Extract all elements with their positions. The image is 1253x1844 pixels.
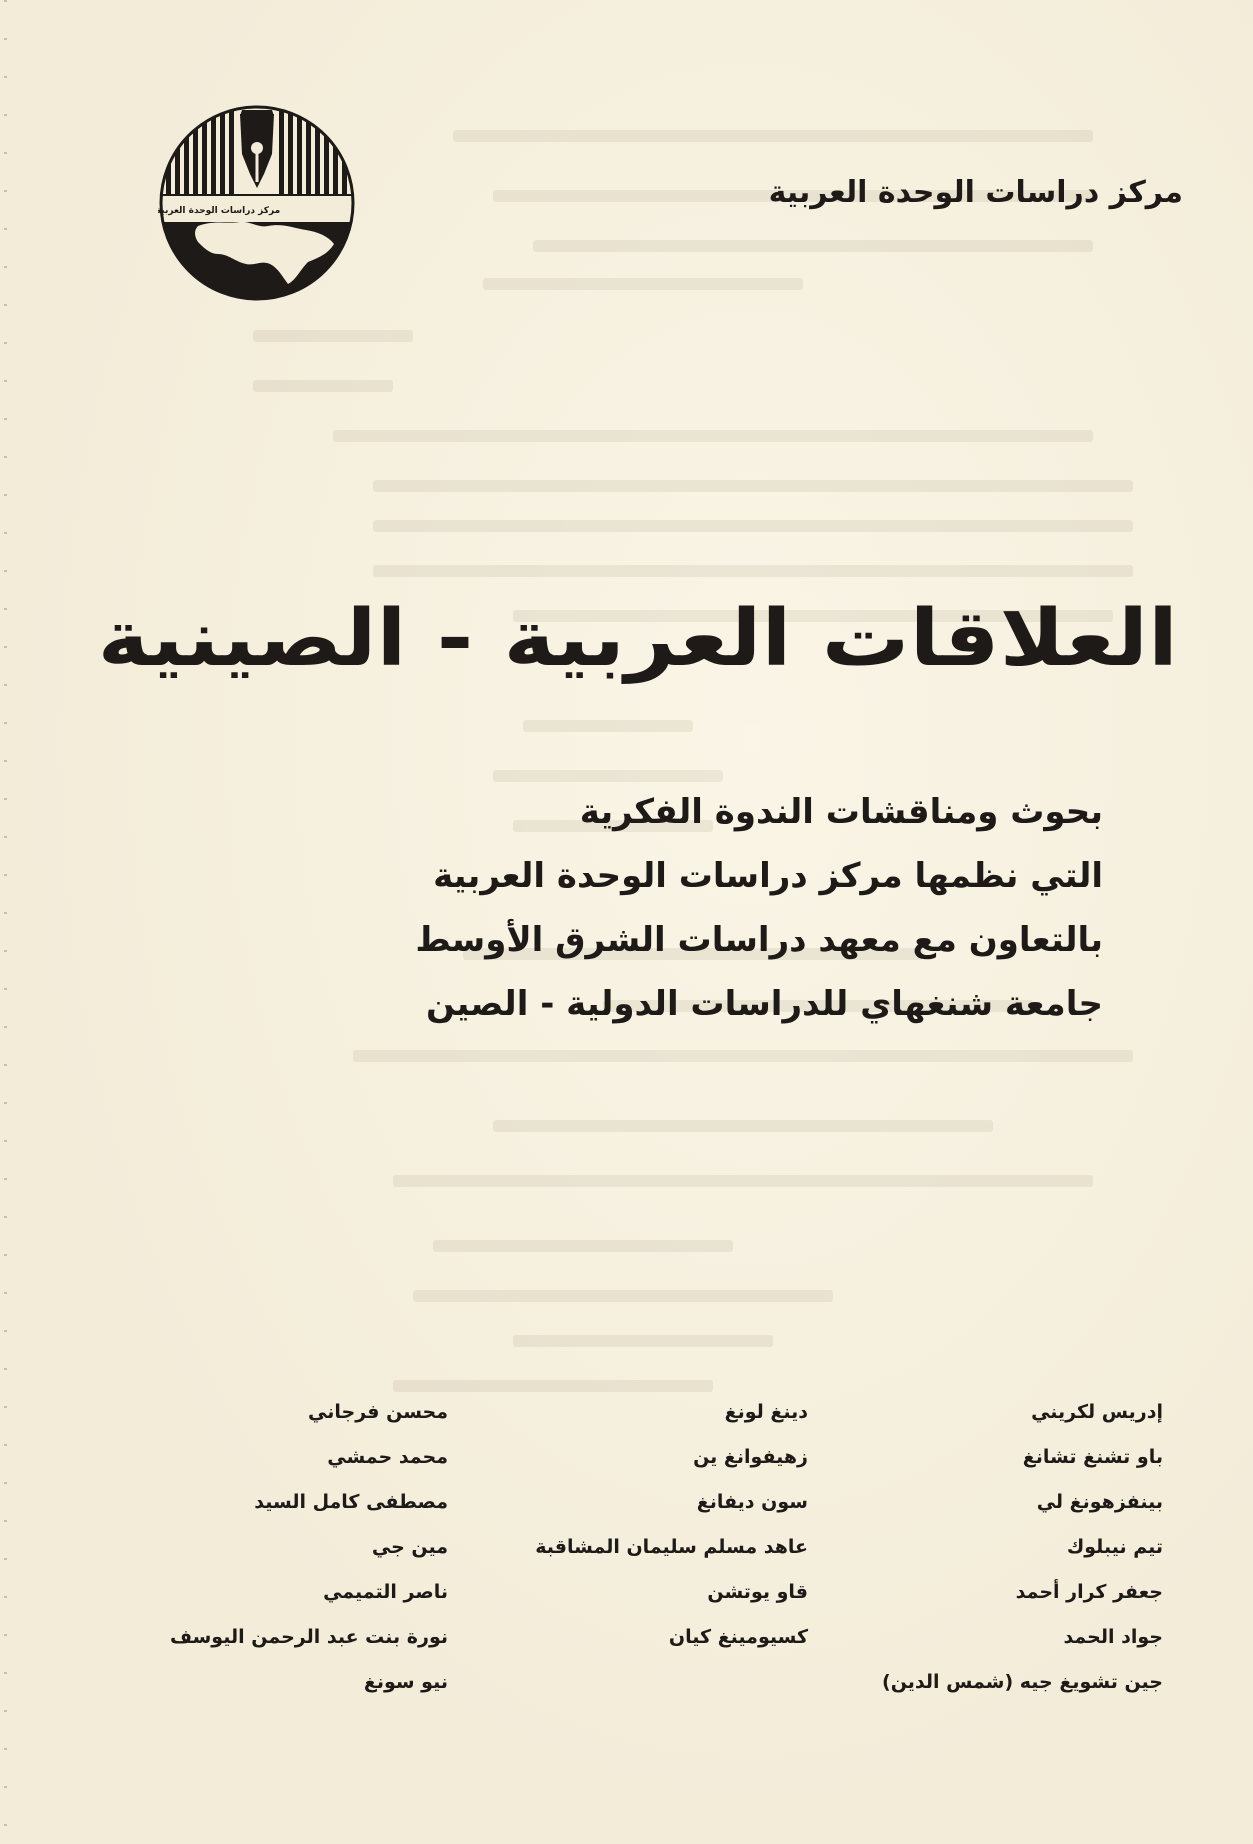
publisher-logo	[158, 104, 356, 302]
book-title: العلاقات العربية - الصينية	[97, 594, 1179, 684]
logo-emblem-icon	[158, 104, 356, 302]
contributors-middle-column	[498, 1390, 808, 1660]
contributor-name: قاو يوتشن	[707, 1581, 808, 1603]
contributor-name: نيو سونغ	[363, 1671, 448, 1693]
contributor-name: زهيفوانغ ين	[693, 1446, 808, 1468]
contributors-right-column	[853, 1390, 1163, 1705]
book-subtitle	[203, 780, 1103, 1036]
contributor-name: بينفزهونغ لي	[1036, 1491, 1163, 1513]
contributor-name: محسن فرجاني	[308, 1401, 448, 1423]
contributor-name: عاهد مسلم سليمان المشاقبة	[535, 1536, 808, 1558]
subtitle-line: بحوث ومناقشات الندوة الفكرية	[579, 792, 1103, 832]
contributor-name: جين تشويغ جيه (شمس الدين)	[882, 1671, 1163, 1693]
contributor-name: إدريس لكريني	[1031, 1401, 1163, 1423]
contributor-name: سون ديفانغ	[696, 1491, 808, 1513]
contributor-name: مصطفى كامل السيد	[254, 1491, 448, 1513]
contributor-name: باو تشنغ تشانغ	[1022, 1446, 1163, 1468]
contributor-name: ناصر التميمي	[323, 1581, 448, 1603]
contributor-name: نورة بنت عبد الرحمن اليوسف	[170, 1626, 448, 1648]
subtitle-line: بالتعاون مع معهد دراسات الشرق الأوسط	[415, 920, 1103, 960]
contributor-name: محمد حمشي	[327, 1446, 448, 1468]
contributor-name: كسيومينغ كيان	[668, 1626, 808, 1648]
contributor-name: جواد الحمد	[1063, 1626, 1163, 1648]
contributor-name: دينغ لونغ	[724, 1401, 808, 1423]
logo-caption: مركز دراسات الوحدة العربية	[158, 206, 281, 216]
subtitle-line: التي نظمها مركز دراسات الوحدة العربية	[433, 856, 1103, 896]
publisher-name: مركز دراسات الوحدة العربية	[768, 175, 1183, 210]
contributors-left-column	[138, 1390, 448, 1705]
page-edge-marks	[4, 0, 7, 1844]
contributor-name: جعفر كرار أحمد	[1015, 1581, 1163, 1603]
subtitle-line: جامعة شنغهاي للدراسات الدولية - الصين	[425, 984, 1103, 1024]
contributor-name: تيم نيبلوك	[1066, 1536, 1163, 1558]
contributor-name: مين جي	[371, 1536, 448, 1558]
